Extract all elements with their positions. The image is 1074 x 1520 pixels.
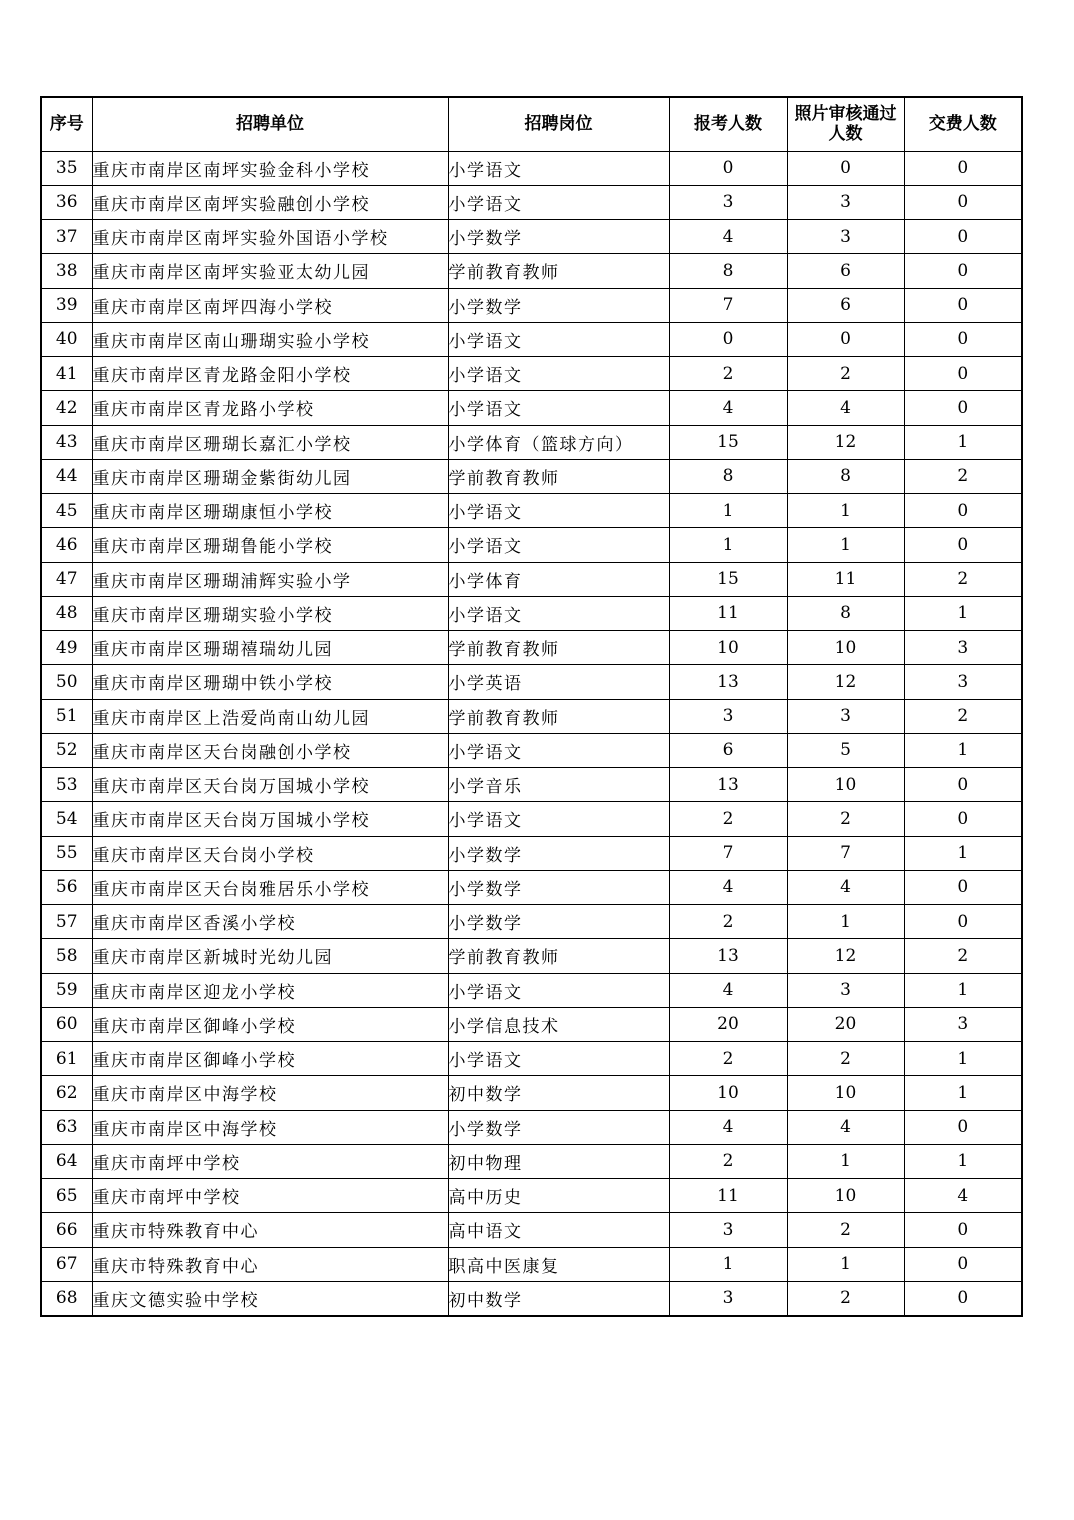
header-seq: 序号 — [41, 97, 92, 151]
cell-seq: 36 — [41, 185, 92, 219]
cell-position: 高中历史 — [448, 1179, 669, 1213]
cell-photo-passed: 4 — [787, 391, 904, 425]
cell-unit: 重庆市南岸区青龙路金阳小学校 — [92, 357, 448, 391]
table-row — [41, 185, 1022, 219]
cell-unit: 重庆市南岸区中海学校 — [92, 1110, 448, 1144]
cell-applicants: 4 — [669, 391, 787, 425]
cell-paid: 0 — [904, 905, 1022, 939]
cell-photo-passed: 8 — [787, 596, 904, 630]
table-row — [41, 1247, 1022, 1281]
cell-photo-passed: 5 — [787, 733, 904, 767]
cell-photo-passed: 2 — [787, 802, 904, 836]
cell-applicants: 2 — [669, 802, 787, 836]
cell-photo-passed: 8 — [787, 459, 904, 493]
cell-unit: 重庆市南岸区新城时光幼儿园 — [92, 939, 448, 973]
cell-applicants: 7 — [669, 836, 787, 870]
cell-paid: 0 — [904, 322, 1022, 356]
cell-position: 小学语文 — [448, 494, 669, 528]
cell-unit: 重庆市南岸区天台岗万国城小学校 — [92, 802, 448, 836]
cell-seq: 41 — [41, 357, 92, 391]
table-row — [41, 699, 1022, 733]
cell-seq: 65 — [41, 1179, 92, 1213]
cell-seq: 61 — [41, 1042, 92, 1076]
table-body — [41, 151, 1022, 1316]
cell-applicants: 3 — [669, 1281, 787, 1315]
table-row — [41, 220, 1022, 254]
cell-position: 小学语文 — [448, 185, 669, 219]
cell-applicants: 2 — [669, 1144, 787, 1178]
header-unit: 招聘单位 — [92, 97, 448, 151]
cell-photo-passed: 12 — [787, 425, 904, 459]
cell-applicants: 3 — [669, 185, 787, 219]
table-row — [41, 768, 1022, 802]
cell-seq: 56 — [41, 870, 92, 904]
cell-seq: 60 — [41, 1007, 92, 1041]
table-row — [41, 836, 1022, 870]
cell-unit: 重庆市南岸区上浩爱尚南山幼儿园 — [92, 699, 448, 733]
cell-photo-passed: 10 — [787, 768, 904, 802]
cell-applicants: 3 — [669, 699, 787, 733]
table-row — [41, 357, 1022, 391]
cell-unit: 重庆市南岸区天台岗万国城小学校 — [92, 768, 448, 802]
cell-paid: 2 — [904, 562, 1022, 596]
cell-unit: 重庆市南岸区珊瑚实验小学校 — [92, 596, 448, 630]
cell-paid: 0 — [904, 494, 1022, 528]
cell-photo-passed: 0 — [787, 151, 904, 185]
cell-seq: 48 — [41, 596, 92, 630]
cell-applicants: 2 — [669, 357, 787, 391]
cell-paid: 1 — [904, 425, 1022, 459]
cell-seq: 44 — [41, 459, 92, 493]
table-row — [41, 905, 1022, 939]
cell-applicants: 11 — [669, 596, 787, 630]
cell-position: 小学语文 — [448, 528, 669, 562]
cell-seq: 66 — [41, 1213, 92, 1247]
cell-unit: 重庆市南岸区南坪实验外国语小学校 — [92, 220, 448, 254]
cell-seq: 57 — [41, 905, 92, 939]
table-row — [41, 254, 1022, 288]
cell-applicants: 3 — [669, 1213, 787, 1247]
cell-position: 小学语文 — [448, 733, 669, 767]
cell-seq: 35 — [41, 151, 92, 185]
cell-applicants: 20 — [669, 1007, 787, 1041]
table-row — [41, 425, 1022, 459]
cell-paid: 0 — [904, 870, 1022, 904]
cell-applicants: 11 — [669, 1179, 787, 1213]
table-row — [41, 1076, 1022, 1110]
cell-applicants: 2 — [669, 1042, 787, 1076]
table-row — [41, 1042, 1022, 1076]
header-photo-passed: 照片审核通过人数 — [787, 97, 904, 151]
cell-photo-passed: 10 — [787, 1076, 904, 1110]
cell-paid: 1 — [904, 733, 1022, 767]
cell-paid: 0 — [904, 768, 1022, 802]
table-row — [41, 973, 1022, 1007]
cell-photo-passed: 2 — [787, 357, 904, 391]
cell-applicants: 10 — [669, 1076, 787, 1110]
cell-unit: 重庆市特殊教育中心 — [92, 1213, 448, 1247]
cell-unit: 重庆文德实验中学校 — [92, 1281, 448, 1315]
cell-applicants: 8 — [669, 459, 787, 493]
table-row — [41, 596, 1022, 630]
cell-position: 高中语文 — [448, 1213, 669, 1247]
table-row — [41, 494, 1022, 528]
cell-applicants: 8 — [669, 254, 787, 288]
cell-applicants: 10 — [669, 631, 787, 665]
cell-position: 小学数学 — [448, 905, 669, 939]
cell-paid: 0 — [904, 151, 1022, 185]
cell-unit: 重庆市南岸区珊瑚康恒小学校 — [92, 494, 448, 528]
table-row — [41, 459, 1022, 493]
cell-photo-passed: 6 — [787, 254, 904, 288]
cell-paid: 3 — [904, 1007, 1022, 1041]
cell-photo-passed: 2 — [787, 1281, 904, 1315]
cell-seq: 50 — [41, 665, 92, 699]
cell-photo-passed: 10 — [787, 1179, 904, 1213]
cell-paid: 2 — [904, 459, 1022, 493]
cell-position: 小学数学 — [448, 836, 669, 870]
cell-unit: 重庆市南岸区御峰小学校 — [92, 1007, 448, 1041]
cell-paid: 3 — [904, 665, 1022, 699]
cell-paid: 1 — [904, 836, 1022, 870]
table-row — [41, 528, 1022, 562]
table-row — [41, 733, 1022, 767]
cell-paid: 0 — [904, 528, 1022, 562]
cell-unit: 重庆市南岸区南坪四海小学校 — [92, 288, 448, 322]
cell-seq: 64 — [41, 1144, 92, 1178]
cell-position: 小学音乐 — [448, 768, 669, 802]
cell-position: 初中数学 — [448, 1281, 669, 1315]
cell-unit: 重庆市南岸区香溪小学校 — [92, 905, 448, 939]
cell-seq: 38 — [41, 254, 92, 288]
header-row — [41, 97, 1022, 151]
cell-position: 小学语文 — [448, 596, 669, 630]
table-row — [41, 151, 1022, 185]
cell-unit: 重庆市南岸区珊瑚金紫街幼儿园 — [92, 459, 448, 493]
cell-position: 小学数学 — [448, 288, 669, 322]
cell-paid: 0 — [904, 1247, 1022, 1281]
table-row — [41, 391, 1022, 425]
cell-photo-passed: 20 — [787, 1007, 904, 1041]
cell-position: 初中数学 — [448, 1076, 669, 1110]
cell-seq: 47 — [41, 562, 92, 596]
cell-photo-passed: 2 — [787, 1042, 904, 1076]
cell-paid: 0 — [904, 1213, 1022, 1247]
table-row — [41, 802, 1022, 836]
cell-photo-passed: 1 — [787, 528, 904, 562]
cell-unit: 重庆市南岸区天台岗雅居乐小学校 — [92, 870, 448, 904]
cell-seq: 53 — [41, 768, 92, 802]
cell-photo-passed: 12 — [787, 939, 904, 973]
cell-seq: 40 — [41, 322, 92, 356]
cell-seq: 52 — [41, 733, 92, 767]
cell-paid: 0 — [904, 391, 1022, 425]
cell-seq: 37 — [41, 220, 92, 254]
cell-position: 小学语文 — [448, 151, 669, 185]
cell-unit: 重庆市南岸区天台岗融创小学校 — [92, 733, 448, 767]
cell-photo-passed: 1 — [787, 494, 904, 528]
cell-seq: 43 — [41, 425, 92, 459]
cell-applicants: 1 — [669, 528, 787, 562]
cell-applicants: 1 — [669, 1247, 787, 1281]
cell-photo-passed: 3 — [787, 220, 904, 254]
cell-paid: 1 — [904, 1042, 1022, 1076]
cell-applicants: 1 — [669, 494, 787, 528]
cell-paid: 0 — [904, 288, 1022, 322]
cell-paid: 0 — [904, 357, 1022, 391]
cell-position: 学前教育教师 — [448, 254, 669, 288]
header-applicants: 报考人数 — [669, 97, 787, 151]
cell-seq: 39 — [41, 288, 92, 322]
table-row — [41, 562, 1022, 596]
cell-unit: 重庆市南岸区南山珊瑚实验小学校 — [92, 322, 448, 356]
cell-unit: 重庆市南岸区南坪实验亚太幼儿园 — [92, 254, 448, 288]
cell-seq: 63 — [41, 1110, 92, 1144]
cell-position: 小学语文 — [448, 1042, 669, 1076]
cell-applicants: 4 — [669, 973, 787, 1007]
cell-applicants: 0 — [669, 151, 787, 185]
cell-position: 小学语文 — [448, 322, 669, 356]
cell-position: 小学体育 — [448, 562, 669, 596]
cell-photo-passed: 3 — [787, 699, 904, 733]
cell-paid: 0 — [904, 185, 1022, 219]
cell-unit: 重庆市南岸区珊瑚浦辉实验小学 — [92, 562, 448, 596]
cell-unit: 重庆市南岸区珊瑚中铁小学校 — [92, 665, 448, 699]
cell-unit: 重庆市南岸区迎龙小学校 — [92, 973, 448, 1007]
cell-position: 小学体育（篮球方向） — [448, 425, 669, 459]
cell-applicants: 6 — [669, 733, 787, 767]
cell-position: 学前教育教师 — [448, 459, 669, 493]
cell-paid: 0 — [904, 220, 1022, 254]
cell-unit: 重庆市南岸区中海学校 — [92, 1076, 448, 1110]
cell-applicants: 7 — [669, 288, 787, 322]
cell-applicants: 0 — [669, 322, 787, 356]
header-paid: 交费人数 — [904, 97, 1022, 151]
cell-photo-passed: 12 — [787, 665, 904, 699]
cell-unit: 重庆市南岸区珊瑚长嘉汇小学校 — [92, 425, 448, 459]
table-row — [41, 665, 1022, 699]
cell-seq: 42 — [41, 391, 92, 425]
cell-photo-passed: 10 — [787, 631, 904, 665]
cell-position: 小学语文 — [448, 357, 669, 391]
cell-position: 小学语文 — [448, 802, 669, 836]
cell-position: 小学语文 — [448, 973, 669, 1007]
cell-paid: 0 — [904, 1110, 1022, 1144]
cell-photo-passed: 7 — [787, 836, 904, 870]
cell-paid: 2 — [904, 699, 1022, 733]
table-row — [41, 322, 1022, 356]
table-row — [41, 1007, 1022, 1041]
cell-seq: 49 — [41, 631, 92, 665]
cell-position: 小学信息技术 — [448, 1007, 669, 1041]
table-row — [41, 1281, 1022, 1315]
cell-position: 学前教育教师 — [448, 631, 669, 665]
cell-position: 学前教育教师 — [448, 699, 669, 733]
cell-applicants: 15 — [669, 425, 787, 459]
cell-photo-passed: 1 — [787, 1144, 904, 1178]
cell-paid: 0 — [904, 1281, 1022, 1315]
cell-applicants: 2 — [669, 905, 787, 939]
cell-unit: 重庆市南岸区珊瑚鲁能小学校 — [92, 528, 448, 562]
cell-position: 初中物理 — [448, 1144, 669, 1178]
cell-seq: 55 — [41, 836, 92, 870]
cell-applicants: 4 — [669, 870, 787, 904]
cell-applicants: 4 — [669, 1110, 787, 1144]
cell-unit: 重庆市南岸区青龙路小学校 — [92, 391, 448, 425]
cell-seq: 68 — [41, 1281, 92, 1315]
cell-paid: 4 — [904, 1179, 1022, 1213]
table-row — [41, 1110, 1022, 1144]
table-row — [41, 631, 1022, 665]
cell-photo-passed: 2 — [787, 1213, 904, 1247]
cell-applicants: 13 — [669, 768, 787, 802]
cell-seq: 45 — [41, 494, 92, 528]
cell-unit: 重庆市特殊教育中心 — [92, 1247, 448, 1281]
cell-paid: 1 — [904, 1076, 1022, 1110]
cell-paid: 3 — [904, 631, 1022, 665]
table-row — [41, 939, 1022, 973]
cell-position: 小学数学 — [448, 870, 669, 904]
cell-unit: 重庆市南岸区御峰小学校 — [92, 1042, 448, 1076]
cell-seq: 46 — [41, 528, 92, 562]
cell-unit: 重庆市南岸区南坪实验金科小学校 — [92, 151, 448, 185]
cell-position: 学前教育教师 — [448, 939, 669, 973]
cell-photo-passed: 0 — [787, 322, 904, 356]
cell-position: 小学数学 — [448, 220, 669, 254]
cell-paid: 2 — [904, 939, 1022, 973]
cell-paid: 1 — [904, 1144, 1022, 1178]
cell-photo-passed: 3 — [787, 185, 904, 219]
cell-seq: 51 — [41, 699, 92, 733]
cell-paid: 0 — [904, 254, 1022, 288]
cell-unit: 重庆市南坪中学校 — [92, 1144, 448, 1178]
cell-position: 职高中医康复 — [448, 1247, 669, 1281]
cell-seq: 54 — [41, 802, 92, 836]
table-row — [41, 1179, 1022, 1213]
cell-seq: 59 — [41, 973, 92, 1007]
cell-position: 小学语文 — [448, 391, 669, 425]
cell-photo-passed: 1 — [787, 905, 904, 939]
cell-photo-passed: 6 — [787, 288, 904, 322]
cell-photo-passed: 4 — [787, 870, 904, 904]
cell-applicants: 4 — [669, 220, 787, 254]
cell-unit: 重庆市南岸区珊瑚禧瑞幼儿园 — [92, 631, 448, 665]
table-row — [41, 288, 1022, 322]
cell-seq: 58 — [41, 939, 92, 973]
cell-photo-passed: 4 — [787, 1110, 904, 1144]
header-position: 招聘岗位 — [448, 97, 669, 151]
cell-unit: 重庆市南岸区南坪实验融创小学校 — [92, 185, 448, 219]
cell-unit: 重庆市南坪中学校 — [92, 1179, 448, 1213]
cell-paid: 1 — [904, 596, 1022, 630]
cell-seq: 62 — [41, 1076, 92, 1110]
table-row — [41, 870, 1022, 904]
cell-position: 小学数学 — [448, 1110, 669, 1144]
cell-applicants: 15 — [669, 562, 787, 596]
table-row — [41, 1213, 1022, 1247]
cell-applicants: 13 — [669, 665, 787, 699]
cell-applicants: 13 — [669, 939, 787, 973]
cell-position: 小学英语 — [448, 665, 669, 699]
cell-photo-passed: 11 — [787, 562, 904, 596]
cell-paid: 0 — [904, 802, 1022, 836]
table-row — [41, 1144, 1022, 1178]
cell-photo-passed: 3 — [787, 973, 904, 1007]
cell-unit: 重庆市南岸区天台岗小学校 — [92, 836, 448, 870]
recruitment-table — [40, 96, 1023, 1317]
cell-seq: 67 — [41, 1247, 92, 1281]
cell-photo-passed: 1 — [787, 1247, 904, 1281]
cell-paid: 1 — [904, 973, 1022, 1007]
